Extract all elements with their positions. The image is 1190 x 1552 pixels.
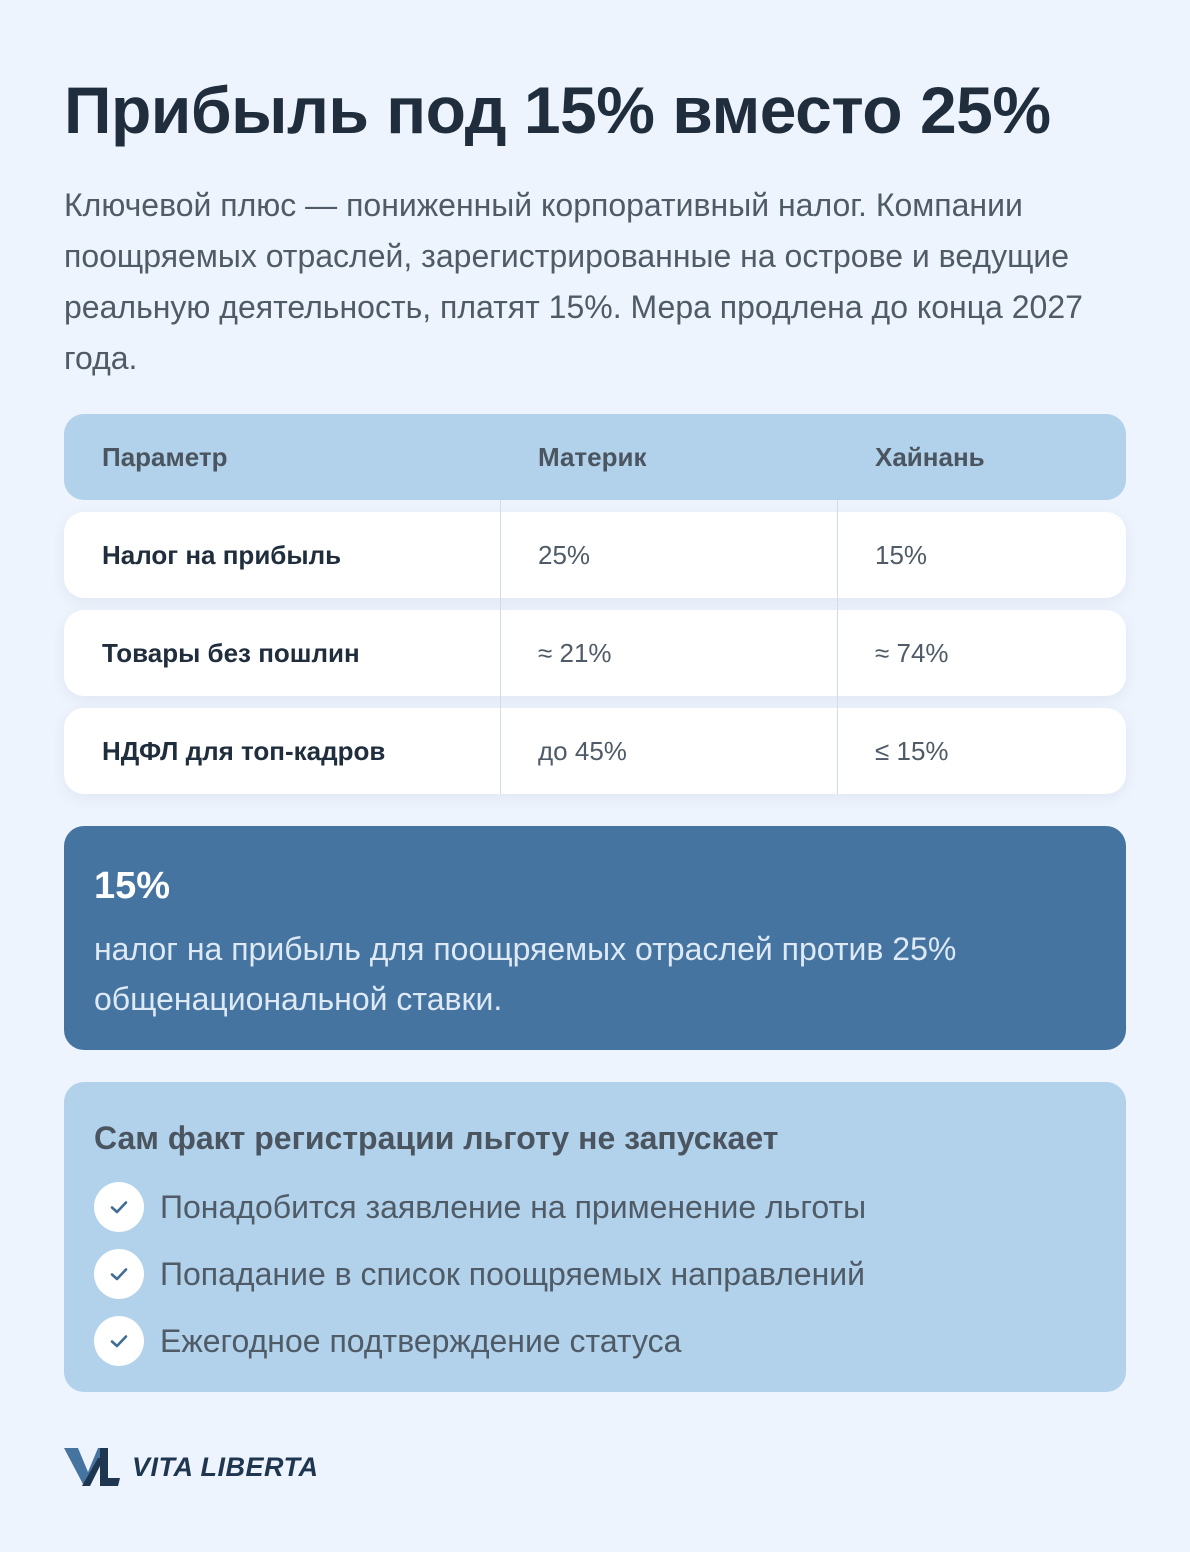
checklist-item [94,1316,1096,1366]
page-title: Прибыль под 15% вместо 25% [64,73,1051,147]
column-divider [500,500,501,794]
checklist-item-text: Попадание в список поощряемых направлений [160,1255,866,1292]
row-parameter: НДФЛ для топ-кадров [102,735,386,766]
header-hainan: Хайнань [875,441,985,472]
stat-card [64,826,1126,1050]
table-header [64,414,1126,500]
table-row [64,610,1126,696]
checklist-card [64,1082,1126,1392]
check-icon [94,1316,144,1366]
header-mainland: Материк [538,441,647,472]
table-row [64,708,1126,794]
checklist-item-text: Понадобится заявление на применение льготы [160,1188,867,1225]
comparison-table [64,414,1126,766]
header-parameter: Параметр [102,441,228,472]
vita-liberta-logo-icon [64,1446,120,1488]
checklist-item-text: Ежегодное подтверждение статуса [160,1322,682,1359]
table-row [64,512,1126,598]
row-hainan-value: ≈ 74% [875,637,949,668]
check-icon [94,1249,144,1299]
row-parameter: Налог на прибыль [102,539,342,570]
column-divider [837,500,838,794]
brand-logo [64,1446,319,1488]
check-icon [94,1182,144,1232]
row-parameter: Товары без пошлин [102,637,360,668]
stat-description: налог на прибыль для поощряемых отраслей против 25% общенациональной ставки. [94,931,957,1017]
checklist-item [94,1249,1096,1299]
lead-paragraph: Ключевой плюс — пониженный корпоративный налог. Компании поощряемых отраслей, зарегистрированные на острове и ведущие реальную деятельность, платят 15%. Мера продлена до конца 2027 года. [64,187,1083,376]
brand-name: VITA LIBERTA [132,1451,319,1482]
row-hainan-value: ≤ 15% [875,735,949,766]
row-hainan-value: 15% [875,539,928,570]
row-mainland-value: 25% [538,539,591,570]
checklist-title: Сам факт регистрации льготу не запускает [94,1120,779,1156]
stat-value: 15% [94,865,171,907]
row-mainland-value: ≈ 21% [538,637,612,668]
checklist-item [94,1182,1096,1232]
row-mainland-value: до 45% [538,735,627,766]
